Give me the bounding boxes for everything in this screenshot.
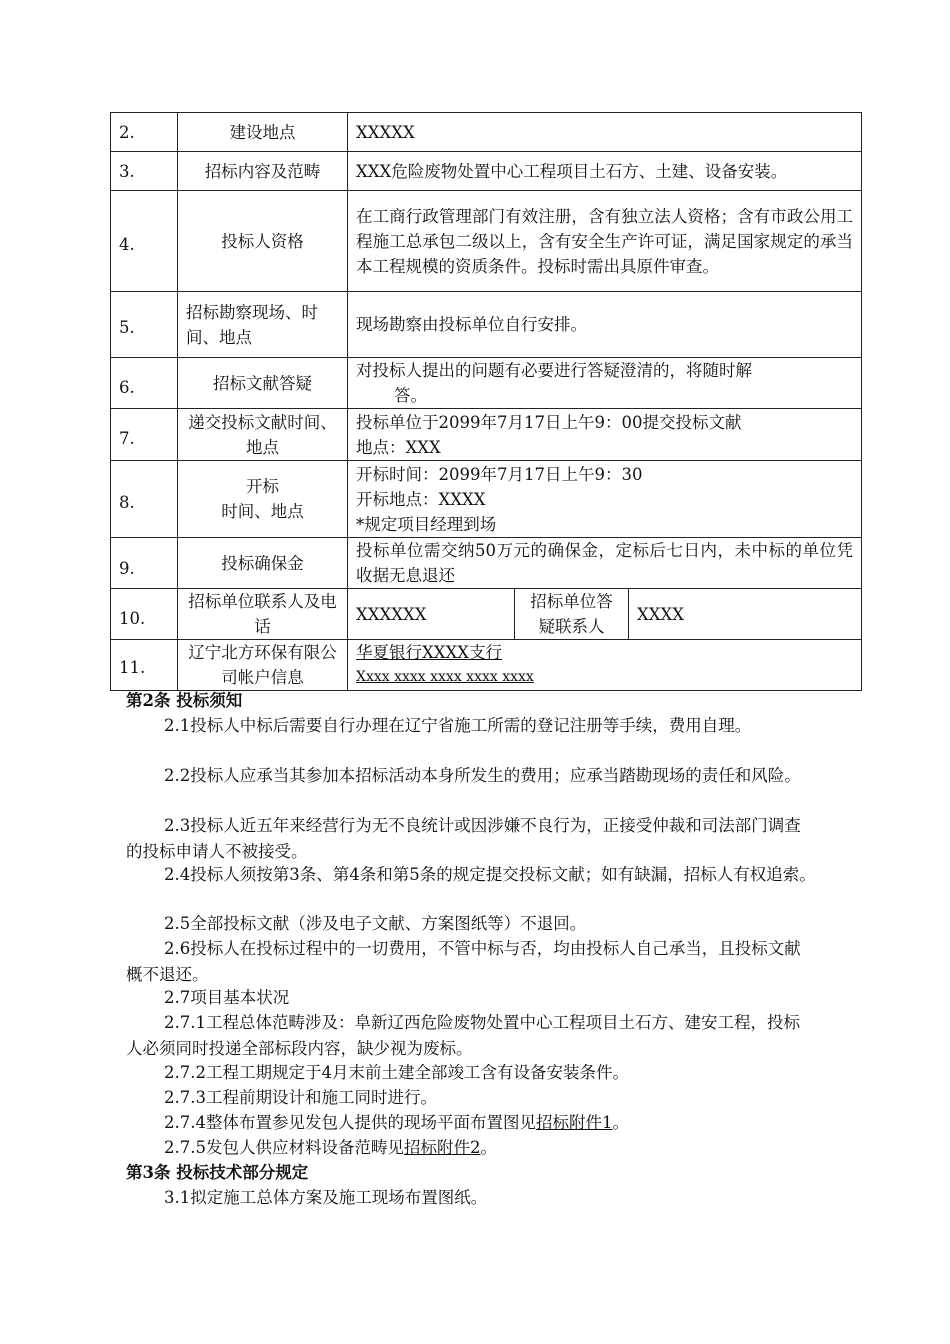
row-number: 9. [111,538,178,589]
row-content [348,409,862,461]
section-title: 第2条 投标须知 [126,691,243,710]
row-item: 投标确保金 [178,538,348,589]
table-row [111,152,862,191]
row-item: 辽宁北方环保有限公司帐户信息 [178,640,348,691]
row-item: 招标内容及范畴 [178,152,348,191]
paragraph: 2.4投标人须按第3条、第4条和第5条的规定提交投标文献；如有缺漏，招标人有权追索。 [164,865,816,884]
row-item: 招标文献答疑 [178,358,348,409]
table-row [111,191,862,292]
paragraph: 2.3投标人近五年来经营行为无不良统计或因涉嫌不良行为，正接受仲裁和司法部门调查的投标申请人不被接受。 [126,816,801,861]
paragraph-text: 2.7.5发包人供应材料设备范畴见 [164,1138,404,1157]
row-number: 3. [111,152,178,191]
paragraph [126,1135,816,1161]
paragraph [126,1110,816,1136]
paragraph-text: 2.7.4整体布置参见发包人提供的现场平面布置图见 [164,1113,536,1132]
bank-name: 华夏银行XXXX支行 [356,643,502,662]
content-line: 对投标人提出的问题有必要进行答疑澄清的，将随时解 [356,361,752,380]
row-number: 11. [111,640,178,691]
paragraph: 3.1拟定施工总体方案及施工现场布置图纸。 [164,1188,488,1207]
row-content: 现场勘察由投标单位自行安排。 [348,292,862,358]
table-row [111,538,862,589]
content-line: 地点：XXX [356,437,441,457]
row-content: 在工商行政管理部门有效注册，含有独立法人资格；含有市政公用工程施工总承包二级以上，含有安全生产许可证，满足国家规定的承当本工程规模的资质条件。投标时需出具原件审查。 [348,191,862,292]
paragraph: 2.7.3工程前期设计和施工同时进行。 [164,1088,437,1107]
attachment-1-link[interactable]: 招标附件1 [535,1113,613,1132]
content-line: 开标地点：XXXX [356,489,486,509]
row-number: 5. [111,292,178,358]
bid-info-table [110,112,862,691]
item-line: 时间、地点 [221,502,304,521]
row-content [348,640,862,691]
paragraph-end: 。 [612,1113,629,1132]
paragraph: 2.5全部投标文献（涉及电子文献、方案图纸等）不退回。 [164,914,587,933]
table-row [111,640,862,691]
row-number: 8. [111,461,178,538]
row-item: 投标人资格 [178,191,348,292]
row-item: 递交投标文献时间、地点 [178,409,348,461]
table-row [111,358,862,409]
content-line: 答。 [394,386,427,405]
row-number: 10. [111,589,178,640]
table-row [111,113,862,152]
qa-contact-person: XXXX [629,589,862,640]
row-number: 6. [111,358,178,409]
row-content: XXX危险废物处置中心工程项目土石方、土建、设备安装。 [348,152,862,191]
row-item: 建设地点 [178,113,348,152]
paragraph: 2.7.2工程工期规定于4月末前土建全部竣工含有设备安装条件。 [164,1063,629,1082]
content-line: 开标时间：2099年7月17日上午9：30 [356,464,643,484]
contact-person: XXXXXX [348,589,515,640]
row-item [178,461,348,538]
row-content [348,461,862,538]
paragraph: 2.6投标人在投标过程中的一切费用，不管中标与否，均由投标人自己承当，且投标文献概不退还。 [126,939,801,984]
table-row [111,292,862,358]
table-row [111,461,862,538]
row-content: 投标单位需交纳50万元的确保金，定标后七日内，未中标的单位凭收据无息退还 [348,538,862,589]
bank-account: Xxxx xxxx xxxx xxxx xxxx [356,669,534,685]
row-item: 招标勘察现场、时间、地点 [178,292,348,358]
row-number: 7. [111,409,178,461]
table-row [111,589,862,640]
content-line: *规定项目经理到场 [356,514,497,534]
content-line: 投标单位于2099年7月17日上午9：00提交投标文献 [356,412,742,432]
section-title: 第3条 投标技术部分规定 [126,1163,309,1182]
item-line: 开标 [246,477,279,496]
qa-contact-label: 招标单位答疑联系人 [515,589,629,640]
attachment-2-link[interactable]: 招标附件2 [403,1138,481,1157]
paragraph-end: 。 [480,1138,497,1157]
row-number: 2. [111,113,178,152]
row-content: XXXXX [348,113,862,152]
paragraph: 2.7.1工程总体范畴涉及：阜新辽西危险废物处置中心工程项目土石方、建安工程，投标人必须同时投递全部标段内容，缺少视为废标。 [126,1013,800,1058]
paragraph: 2.1投标人中标后需要自行办理在辽宁省施工所需的登记注册等手续，费用自理。 [164,716,752,735]
row-item: 招标单位联系人及电话 [178,589,348,640]
paragraph: 2.7项目基本状况 [164,988,290,1007]
table-row [111,409,862,461]
row-number: 4. [111,191,178,292]
row-content [348,358,862,409]
paragraph: 2.2投标人应承当其参加本招标活动本身所发生的费用；应承当踏勘现场的责任和风险。 [164,766,801,785]
